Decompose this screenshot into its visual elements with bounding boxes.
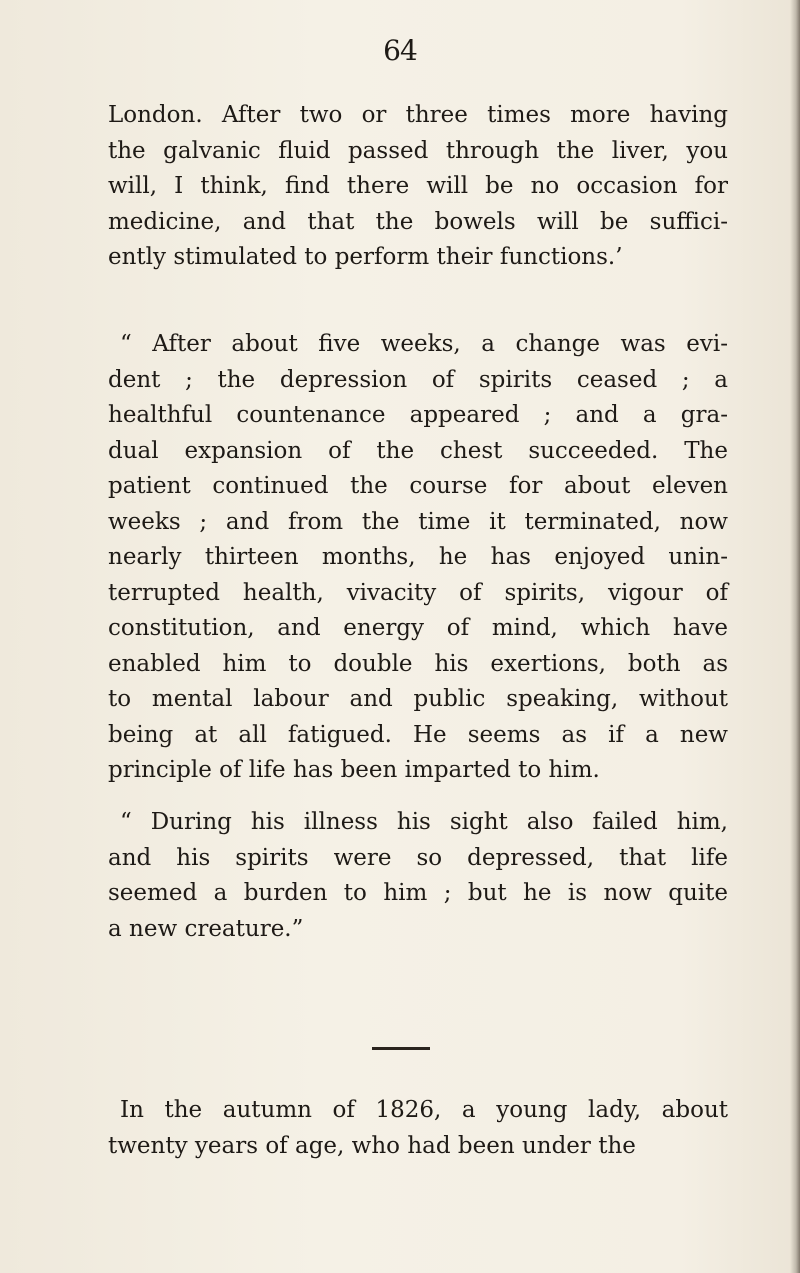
section-divider xyxy=(372,1047,430,1050)
paragraph-2 xyxy=(108,327,728,789)
text-line: weeks ; and from the time it terminated, now xyxy=(108,508,728,535)
paragraph-4 xyxy=(108,1093,728,1164)
text-line: dent ; the depression of spirits ceased ; a xyxy=(108,366,728,393)
text-line: to mental labour and public speaking, without xyxy=(108,686,728,712)
paragraph-3 xyxy=(108,805,728,947)
text-line: In the autumn of 1826, a young lady, about xyxy=(120,1097,728,1123)
text-line: ently stimulated to perform their functions.’ xyxy=(108,244,623,270)
text-line: the galvanic fluid passed through the liver, you xyxy=(108,137,728,164)
text-line: enabled him to double his exertions, both as xyxy=(108,650,728,677)
text-line: will, I think, find there will be no occasion for xyxy=(108,173,728,199)
page-edge-shadow xyxy=(790,0,800,1273)
text-line: healthful countenance appeared ; and a gra- xyxy=(108,402,728,428)
text-line: dual expansion of the chest succeeded. The xyxy=(108,437,728,464)
text-line: twenty years of age, who had been under the xyxy=(108,1132,636,1159)
text-line: London. After two or three times more having xyxy=(108,102,728,128)
paragraph-1 xyxy=(108,98,728,276)
text-line: being at all fatigued. He seems as if a new xyxy=(108,721,728,748)
text-line: a new creature.” xyxy=(108,915,304,942)
text-line: constitution, and energy of mind, which have xyxy=(108,615,728,641)
text-line: “ During his illness his sight also failed him, xyxy=(120,809,728,835)
text-line: and his spirits were so depressed, that life xyxy=(108,844,728,871)
text-line: terrupted health, vivacity of spirits, vigour of xyxy=(108,579,728,606)
text-line: seemed a burden to him ; but he is now quite xyxy=(108,880,728,906)
text-line: nearly thirteen months, he has enjoyed unin- xyxy=(108,544,728,570)
text-line: patient continued the course for about eleven xyxy=(108,473,728,499)
text-line: principle of life has been imparted to him. xyxy=(108,757,600,783)
text-line: “ After about five weeks, a change was evi- xyxy=(120,331,728,357)
page-number: 64 xyxy=(383,34,417,67)
text-line: medicine, and that the bowels will be suffici- xyxy=(108,208,728,235)
